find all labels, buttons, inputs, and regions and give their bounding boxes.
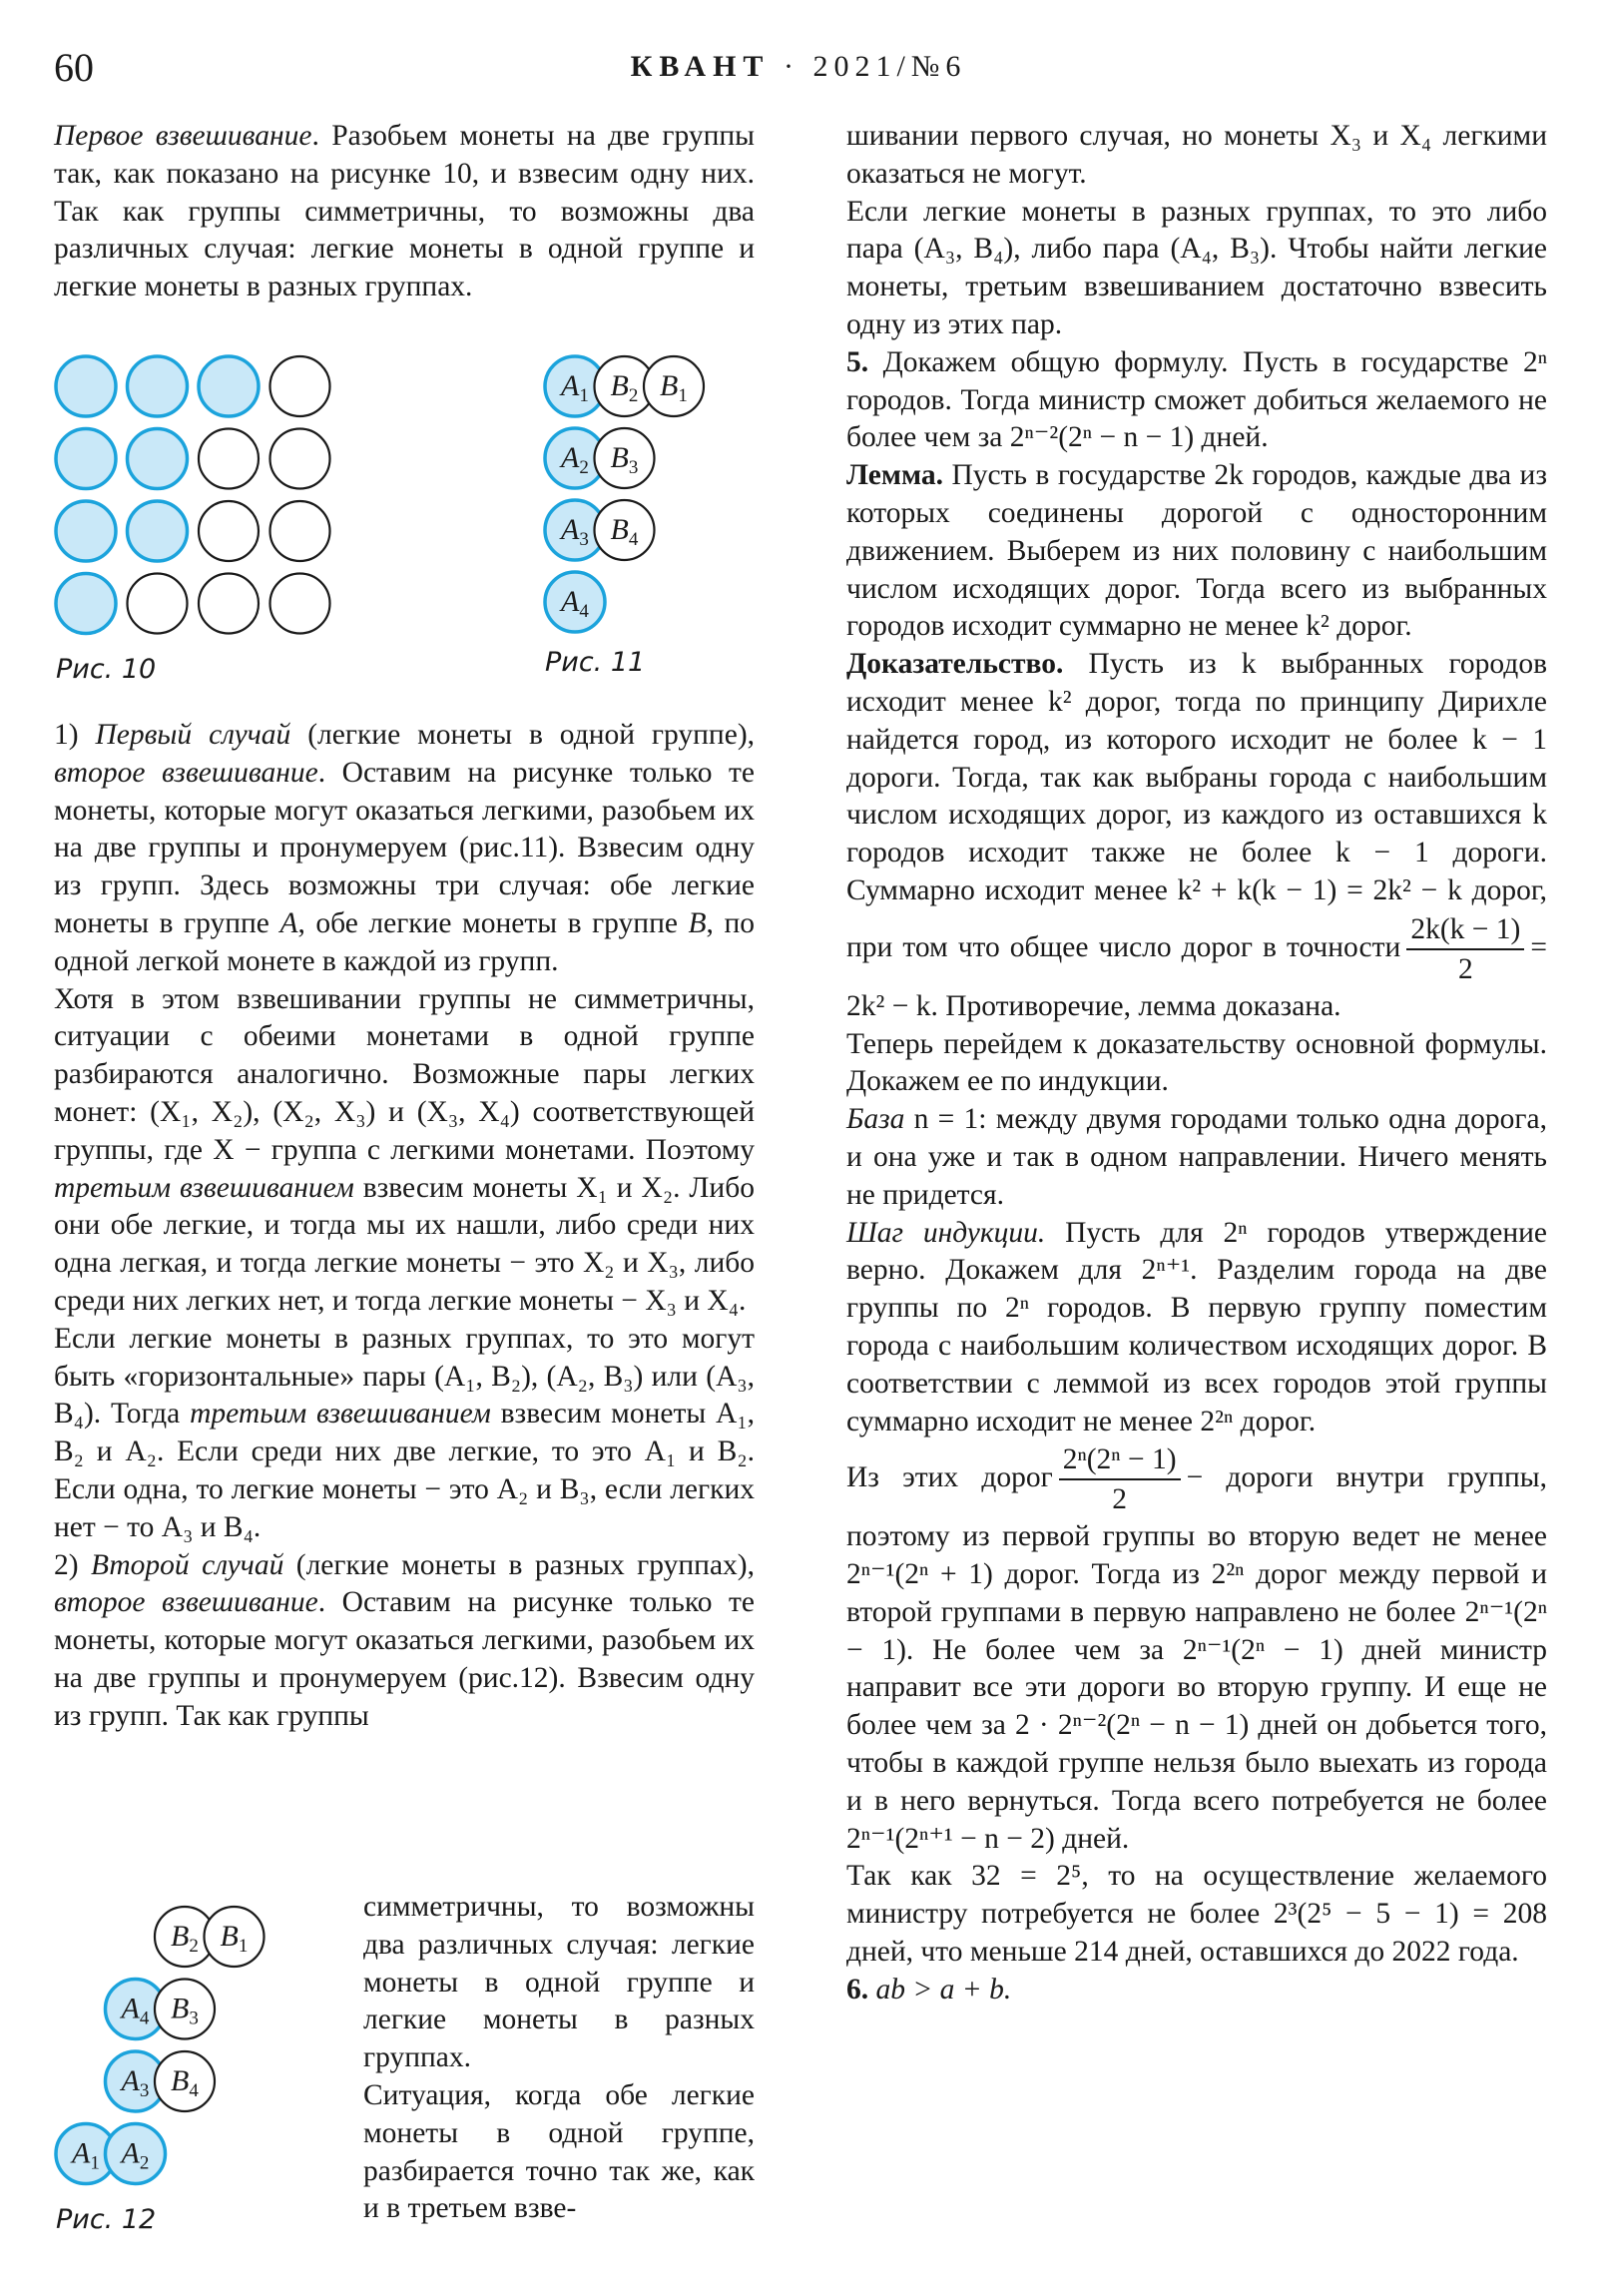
figure-12 bbox=[56, 1907, 345, 2186]
paragraph-second-case bbox=[54, 1547, 755, 1736]
paragraph-text: (легкие монеты в одной группе), bbox=[290, 719, 756, 751]
paragraph-text: . Оставим на рисунке только те монеты, которые могут оказаться легкими, разобьем их на две группы и пронумеруем (рис.11). Взвесим одну из групп. Здесь возможны три случая: обе легкие монеты в группе bbox=[54, 756, 755, 939]
light-coin bbox=[56, 429, 116, 489]
coin-circle bbox=[270, 429, 330, 489]
journal-title bbox=[0, 50, 1597, 84]
paragraph-text: . Разобьем монеты на две группы так, как показано на рисунке 10, и взвесим одну них. Так как группы симметричны, то возможны два различных случая: легкие монеты в одной группе и легкие монеты в разных группах. bbox=[54, 120, 755, 303]
paragraph-problem-6 bbox=[846, 1972, 1547, 2009]
lemma-label: Лемма. bbox=[846, 459, 943, 492]
light-coin bbox=[128, 356, 188, 416]
term-italic: Первое взвешивание bbox=[54, 120, 312, 152]
coin-label: $B_3$ bbox=[171, 1992, 199, 2029]
coin-circle bbox=[128, 356, 188, 416]
paragraph-text: n = 1: между двумя городами только одна дорога, и она уже и так в одном направлении. Ничего менять не придется. bbox=[846, 1103, 1547, 1211]
term-italic: Первый случай bbox=[95, 719, 291, 751]
paragraph-text: Пусть для 2ⁿ городов утверждение верно. Докажем для 2ⁿ⁺¹. Разделим города на две группы по 2ⁿ городов. В первую группу поместим города с наибольшим количеством исходящих дорог. В соответствии с леммой из всех городов этой группы суммарно исходит не менее 2²ⁿ дорог. bbox=[846, 1216, 1547, 1437]
light-coin bbox=[545, 572, 605, 632]
journal-name: КВАНТ bbox=[630, 50, 771, 83]
light-coin bbox=[106, 2124, 166, 2184]
coin-circle bbox=[56, 429, 116, 489]
coin-label: $A_3$ bbox=[121, 2064, 150, 2101]
coin bbox=[155, 2051, 215, 2111]
paragraph-induction-step bbox=[846, 1215, 1547, 1441]
paragraph-first-weighing bbox=[54, 118, 755, 306]
fraction-denominator: 2 bbox=[1112, 1483, 1127, 1516]
coin-label: $A_2$ bbox=[561, 441, 589, 478]
paragraph-lemma bbox=[846, 457, 1547, 646]
coin-circle bbox=[128, 574, 188, 634]
paragraph-problem-5 bbox=[846, 344, 1547, 457]
figure-10-coins bbox=[56, 356, 345, 636]
paragraph-text: симметричны, то возможны два различных случая: легкие монеты в одной группе и легкие монеты в разных группах. bbox=[363, 1891, 755, 2074]
fraction bbox=[1059, 1440, 1181, 1518]
figure-11 bbox=[545, 356, 745, 636]
coin-label: $B_2$ bbox=[610, 369, 639, 406]
coin-circle bbox=[199, 501, 259, 561]
text-beside-figure-12 bbox=[363, 1889, 755, 2228]
term-italic: третьим взвешиванием bbox=[190, 1398, 491, 1431]
paragraph-text: Хотя в этом взвешивании группы не симметричны, ситуации с обеими монетами в одной группе разбираются аналогично. Возможные пары легких монет: (X₁, X₂), (X₂, X₃) и (X₃, X₄) соответствующей группы, где X − группа с легкими монетами. Поэтому bbox=[54, 982, 755, 1166]
coin bbox=[205, 1907, 265, 1967]
coin-label: $A_1$ bbox=[72, 2136, 100, 2174]
paragraph-text: (легкие монеты в разных группах), bbox=[283, 1548, 756, 1581]
paragraph-text: , по одной легкой монете в каждой из групп. bbox=[54, 906, 755, 977]
coin bbox=[199, 574, 259, 634]
figure-12-coins bbox=[56, 1907, 345, 2186]
light-coin bbox=[56, 501, 116, 561]
fraction bbox=[1406, 910, 1524, 988]
light-coin bbox=[199, 356, 259, 416]
problem-number: 6. bbox=[846, 1973, 869, 2006]
paragraph-text: Так как 32 = 2⁵, то на осуществление желаемого министру потребуется не более 2³(2⁵ − 5 − 1) = 208 дней, что меньше 214 дней, оставшихся до 2022 года. bbox=[846, 1860, 1547, 1969]
math-var: B bbox=[688, 906, 707, 939]
problem-number: 5. bbox=[846, 345, 869, 378]
right-column bbox=[846, 118, 1547, 2009]
coin-circle bbox=[56, 356, 116, 416]
item-number: 1) bbox=[54, 719, 96, 751]
page-number: 60 bbox=[54, 45, 94, 90]
coin-label: $B_2$ bbox=[171, 1920, 199, 1957]
coin-circle bbox=[128, 429, 188, 489]
coin bbox=[199, 501, 259, 561]
coin-circle bbox=[199, 356, 259, 416]
coin bbox=[128, 574, 188, 634]
fraction-numerator: 2k(k − 1) bbox=[1406, 910, 1524, 950]
coin-label: $A_4$ bbox=[121, 1992, 150, 2029]
item-number: 2) bbox=[54, 1548, 91, 1581]
proof-label: Доказательство. bbox=[846, 648, 1064, 681]
figure-10-caption: Рис. 10 bbox=[56, 654, 157, 685]
coin-label: $B_4$ bbox=[610, 513, 639, 550]
coin-label: $A_3$ bbox=[561, 513, 589, 550]
term-italic: База bbox=[846, 1103, 905, 1136]
paragraph-text: Если легкие монеты в разных группах, то это либо пара (A₃, B₄), либо пара (A₄, B₃). Чтобы найти легкие монеты, третьим взвешиванием достаточно взвесить одну из этих пар. bbox=[846, 195, 1547, 340]
figure-11-coins bbox=[545, 356, 745, 636]
paragraph-proof bbox=[846, 646, 1547, 1025]
math-var: A bbox=[279, 906, 298, 939]
paragraph-text: . Оставим на рисунке только те монеты, которые могут оказаться легкими, разобьем их на две группы и пронумеруем (рис.12). Взвесим одну из групп. Так как группы bbox=[54, 1586, 755, 1732]
coin bbox=[270, 356, 330, 416]
paragraph-text: шивании первого случая, но монеты X₃ и X₄ легкими оказаться не могут. bbox=[846, 120, 1547, 190]
coin-label: $B_1$ bbox=[220, 1920, 249, 1957]
paragraph-text: Если легкие монеты в разных группах, то это могут быть «горизонтальные» пары (A₁, B₂), (A₂, B₃) или (A₃, B₄). Тогда bbox=[54, 1322, 755, 1431]
paragraph-text: Из этих дорог bbox=[846, 1461, 1053, 1494]
coin-label: $B_1$ bbox=[660, 369, 688, 406]
header-separator: · bbox=[783, 50, 799, 83]
fraction-numerator: 2ⁿ(2ⁿ − 1) bbox=[1059, 1440, 1181, 1480]
coin bbox=[595, 500, 655, 560]
coin bbox=[270, 574, 330, 634]
coin bbox=[155, 1980, 215, 2039]
coin-label: $A_2$ bbox=[121, 2136, 150, 2174]
paragraph-text: Ситуация, когда обе легкие монеты в одной группе, разбирается точно так же, как и в третьем взве- bbox=[363, 2078, 755, 2225]
light-coin bbox=[56, 574, 116, 634]
term-italic: второе взвешивание bbox=[54, 1586, 318, 1619]
paragraph-text: − дороги внутри группы, поэтому из первой группы во вторую ведет не менее 2ⁿ⁻¹(2ⁿ + 1) дорог. Тогда из 2²ⁿ дорог между первой и второй группами в первую направлено не более 2ⁿ⁻¹(2ⁿ − 1). Не более чем за 2ⁿ⁻¹(2ⁿ − 1) дней министр направит все эти дороги во вторую группу. И еще не более чем за 2 · 2ⁿ⁻²(2ⁿ − n − 1) дней он добьется того, чтобы в каждой группе нельзя было выехать из города и в него вернуться. Тогда всего потребуется не более 2ⁿ⁻¹(2ⁿ⁺¹ − n − 2) дней. bbox=[846, 1461, 1547, 1855]
paragraph-text: , обе легкие монеты в группе bbox=[297, 906, 689, 939]
coin bbox=[270, 501, 330, 561]
coin-circle bbox=[199, 429, 259, 489]
coin-label: $A_1$ bbox=[561, 369, 589, 406]
paragraph-symmetric-note bbox=[54, 981, 755, 1321]
paragraph-base bbox=[846, 1101, 1547, 1214]
coin-circle bbox=[270, 501, 330, 561]
paragraph-different-groups bbox=[54, 1321, 755, 1547]
paragraph-text: Пусть из k выбранных городов исходит менее k² дорог, тогда по принципу Дирихле найдется город, из которого исходит не более k − 1 дороги. Тогда, так как выбраны города с наибольшим числом исходящих дорог, из каждого из оставшихся k городов исходит также не более k − 1 дороги. Суммарно исходит менее k² + k(k − 1) = 2k² − k дорог, при том что общее число дорог в точности bbox=[846, 648, 1547, 963]
paragraph-text: Докажем общую формулу. Пусть в государстве 2ⁿ городов. Тогда министр сможет добиться желаемого не более чем за 2ⁿ⁻²(2ⁿ − n − 1) дней. bbox=[846, 345, 1547, 454]
paragraph-text: взвесим монеты A₁, B₂ и A₂. Если среди них две легкие, то это A₁ и B₂. Если одна, то легкие монеты − это A₂ и B₃, если легких нет − то A₃ и B₄. bbox=[54, 1398, 755, 1543]
paragraph-text: = 2k² − k. Противоречие, лемма доказана. bbox=[846, 930, 1547, 1022]
term-italic: Второй случай bbox=[91, 1548, 284, 1581]
math-expression: ab > a + b. bbox=[868, 1973, 1012, 2006]
term-italic: второе взвешивание bbox=[54, 756, 318, 789]
page-header bbox=[0, 40, 1597, 100]
figure-10 bbox=[56, 356, 345, 636]
coin-label: $B_4$ bbox=[171, 2064, 199, 2101]
left-column-continued bbox=[54, 717, 755, 1736]
coin-label: $A_4$ bbox=[561, 585, 589, 622]
paragraph-first-case bbox=[54, 717, 755, 981]
coin bbox=[270, 429, 330, 489]
journal-issue: 2021/№6 bbox=[812, 50, 967, 83]
term-italic: третьим взвешиванием bbox=[54, 1171, 354, 1204]
coin bbox=[595, 428, 655, 488]
term-italic: Шаг индукции. bbox=[846, 1216, 1046, 1249]
fraction-denominator: 2 bbox=[1457, 952, 1473, 985]
figure-12-caption: Рис. 12 bbox=[56, 2204, 157, 2235]
paragraph-roads bbox=[846, 1440, 1547, 1858]
coin bbox=[644, 356, 704, 416]
left-column bbox=[54, 118, 755, 306]
light-coin bbox=[56, 356, 116, 416]
light-coin bbox=[128, 429, 188, 489]
coin-circle bbox=[270, 356, 330, 416]
paragraph-text: взвесим монеты X₁ и X₂. Либо они обе легкие, и тогда мы их нашли, либо среди них одна легкая, и тогда легкие монеты − это X₂ и X₃, либо среди них легких нет, и тогда легкие монеты − X₃ и X₄. bbox=[54, 1171, 755, 1317]
coin-circle bbox=[270, 574, 330, 634]
coin-label: $B_3$ bbox=[610, 441, 639, 478]
coin-circle bbox=[56, 574, 116, 634]
coin bbox=[199, 429, 259, 489]
light-coin bbox=[128, 501, 188, 561]
paragraph-text: Теперь перейдем к доказательству основной формулы. Докажем ее по индукции. bbox=[846, 1027, 1547, 1098]
paragraph-text: Пусть в государстве 2k городов, каждые два из которых соединены дорогой с односторонним движением. Выберем из них половину с наибольшим числом исходящих дорог. Тогда всего из выбранных городов исходит суммарно не менее k² дорог. bbox=[846, 459, 1547, 643]
coin-circle bbox=[56, 501, 116, 561]
coin-circle bbox=[128, 501, 188, 561]
coin-circle bbox=[199, 574, 259, 634]
figure-11-caption: Рис. 11 bbox=[545, 647, 646, 678]
